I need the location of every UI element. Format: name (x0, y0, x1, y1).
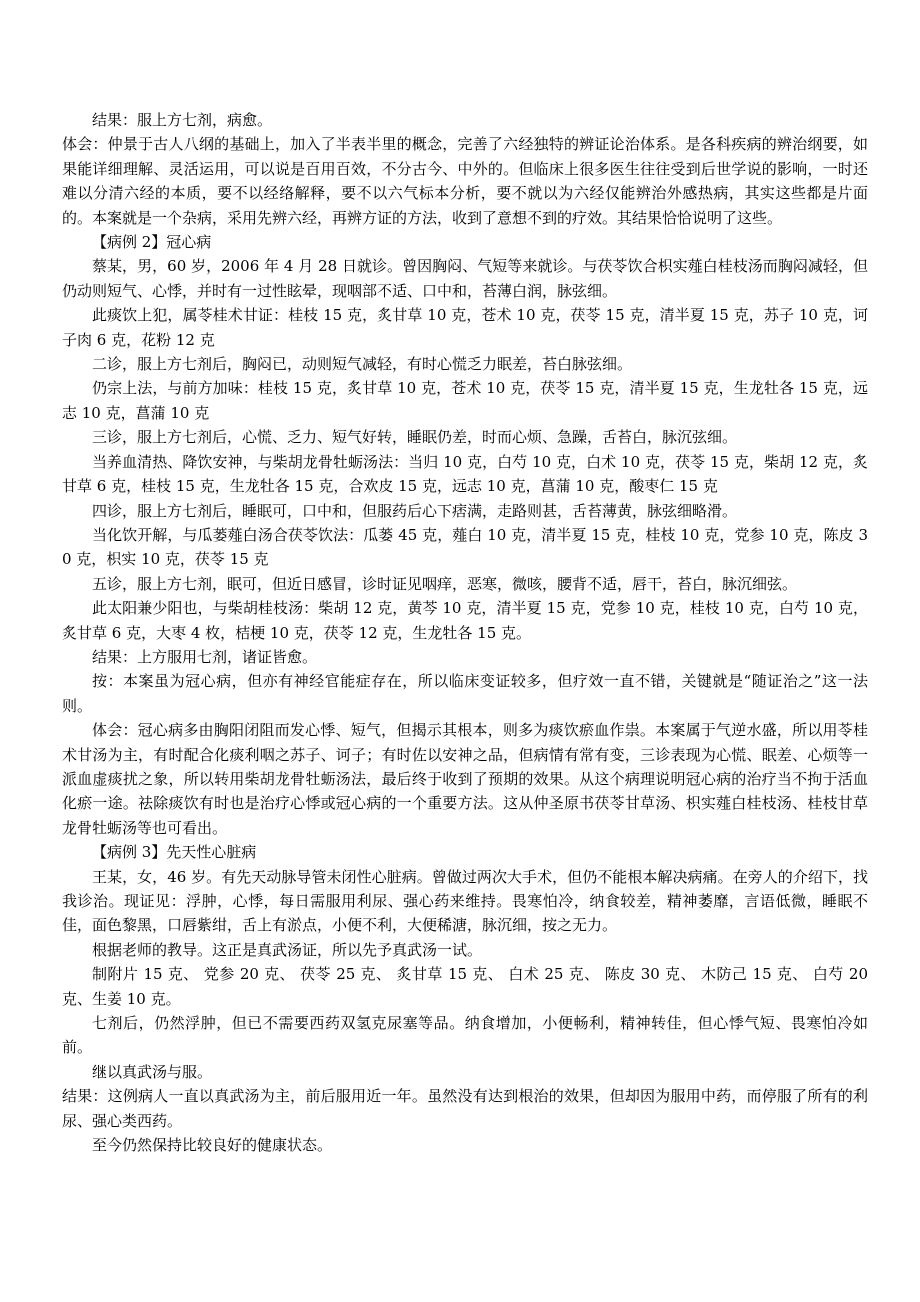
paragraph-case2-visit-2: 二诊，服上方七剂后，胸闷已，动则短气减轻，有时心慌乏力眠差，苔白脉弦细。 (92, 355, 633, 374)
paragraph-case3-prescription: 制附片 15 克、 党参 20 克、 茯苓 25 克、 炙甘草 15 克、 白术 25 克、 陈皮 30 克、 木防己 15 克、 白芍 20 克、生姜 10 克。 (62, 965, 868, 1008)
paragraph-case2-visit-4: 四诊，服上方七剂后，睡眠可，口中和，但服药后心下痞满，走路则甚，舌苔薄黄，脉弦细略滑。 (92, 501, 738, 520)
paragraph-case2-prescription-2: 仍宗上法，与前方加味：桂枝 15 克，炙甘草 10 克，苍术 10 克，茯苓 15 克，清半夏 15 克，生龙牡各 15 克，远志 10 克，菖蒲 10 克 (62, 379, 868, 422)
paragraph-reflection-case1: 体会：仲景于古人八纲的基础上，加入了半表半里的概念，完善了六经独特的辨证论治体系。是各科疾病的辨治纲要，如果能详细理解、灵活运用，可以说是百用百效，不分古今、中外的。但临床上很多医生往往受到后世学说的影响，一时还难以分清六经的本质，要不以经络解释，要不以六气标本分析，要不就以为六经仅能辨治外感热病，其实这些都是片面的。本案就是一个杂病，采用先辨六经，再辨方证的方法，收到了意想不到的疗效。其结果恰恰说明了这些。 (62, 135, 868, 227)
paragraph-case2-visit-3: 三诊，服上方七剂后，心慌、乏力、短气好转，睡眠仍差，时而心烦、急躁，舌苔白，脉沉弦细。 (92, 428, 738, 447)
paragraph-case3-diagnosis: 根据老师的教导。这正是真武汤证，所以先予真武汤一试。 (92, 940, 483, 959)
paragraph-case2-prescription-1: 此痰饮上犯，属苓桂术甘证：桂枝 15 克，炙甘草 10 克，苍术 10 克，茯苓 15 克，清半夏 15 克，苏子 10 克，诃子肉 6 克，花粉 12 克 (62, 306, 868, 349)
document-page (62, 108, 868, 1157)
paragraph-case3-status: 至今仍然保持比较良好的健康状态。 (92, 1136, 333, 1155)
paragraph-case3-continue: 继以真武汤与服。 (92, 1062, 213, 1081)
paragraph-case3-result: 结果：这例病人一直以真武汤为主，前后服用近一年。虽然没有达到根治的效果，但却因为服用中药，而停服了所有的利尿、强心类西药。 (62, 1087, 868, 1130)
paragraph-case2-intro: 蔡某，男，60 岁，2006 年 4 月 28 日就诊。曾因胸闷、气短等来就诊。与茯苓饮合枳实薤白桂枝汤而胸闷减轻，但仍动则短气、心悸，并时有一过性眩晕，现咽部不适、口中和，苔薄白润，脉弦细。 (62, 257, 868, 300)
paragraph-case2-prescription-3: 当养血清热、降饮安神，与柴胡龙骨牡蛎汤法：当归 10 克，白芍 10 克，白术 10 克，茯苓 15 克，柴胡 12 克，炙甘草 6 克，桂枝 15 克，生龙牡各 15 克，合欢皮 15 克，远志 10 克，菖蒲 10 克，酸枣仁 15 克 (62, 452, 868, 496)
paragraph-case3-followup: 七剂后，仍然浮肿，但已不需要西药双氢克尿塞等品。纳食增加，小便畅利，精神转佳，但心悸气短、畏寒怕冷如前。 (62, 1014, 868, 1057)
case-2-heading: 【病例 2】冠心病 (92, 233, 212, 252)
paragraph-case2-result: 结果：上方服用七剂，诸证皆愈。 (92, 647, 318, 666)
paragraph-case3-intro: 王某，女，46 岁。有先天动脉导管未闭性心脏病。曾做过两次大手术，但仍不能根本解决病痛。在旁人的介绍下，找我诊治。现证见：浮肿，心悸，每日需服用利尿、强心药来维持。畏寒怕冷，纳食较差，精神萎靡，言语低微，睡眠不佳，面色黎黑，口唇紫绀，舌上有淤点，小便不利，大便稀溏，脉沉细，按之无力。 (62, 867, 868, 935)
paragraph-case2-prescription-4: 当化饮开解，与瓜蒌薤白汤合茯苓饮法：瓜蒌 45 克，薤白 10 克，清半夏 15 克，桂枝 10 克，党参 10 克，陈皮 30 克，枳实 10 克，茯苓 15 克 (62, 525, 868, 569)
case-3-heading: 【病例 3】先天性心脏病 (92, 843, 257, 862)
paragraph-case2-note: 按：本案虽为冠心病，但亦有神经官能症存在，所以临床变证较多，但疗效一直不错，关键就是“随证治之”这一法则。 (62, 672, 868, 715)
paragraph-result-case1: 结果：服上方七剂，病愈。 (92, 111, 273, 129)
paragraph-case2-prescription-5: 此太阳兼少阳也，与柴胡桂枝汤：柴胡 12 克，黄芩 10 克，清半夏 15 克，党参 10 克，桂枝 10 克，白芍 10 克，炙甘草 6 克，大枣 4 枚，桔梗 10 克，茯苓 12 克，生龙牡各 15 克。 (62, 599, 868, 642)
paragraph-case2-reflection: 体会：冠心病多由胸阳闭阻而发心悸、短气，但揭示其根本，则多为痰饮瘀血作祟。本案属于气逆水盛，所以用苓桂术甘汤为主，有时配合化痰利咽之苏子、诃子；有时佐以安神之品，但病情有常有变，三诊表现为心慌、眠差、心烦等一派血虚痰扰之象，所以转用柴胡龙骨牡蛎汤法，最后终于收到了预期的效果。从这个病理说明冠心病的治疗当不拘于活血化瘀一途。祛除痰饮有时也是治疗心悸或冠心病的一个重要方法。这从仲圣原书茯苓甘草汤、枳实薤白桂枝汤、桂枝甘草龙骨牡蛎汤等也可看出。 (62, 721, 868, 837)
paragraph-case2-visit-5: 五诊，服上方七剂，眠可，但近日感冒，诊时证见咽痒，恶寒，微咳，腰背不适，唇干，苔白，脉沉细弦。 (92, 574, 798, 593)
